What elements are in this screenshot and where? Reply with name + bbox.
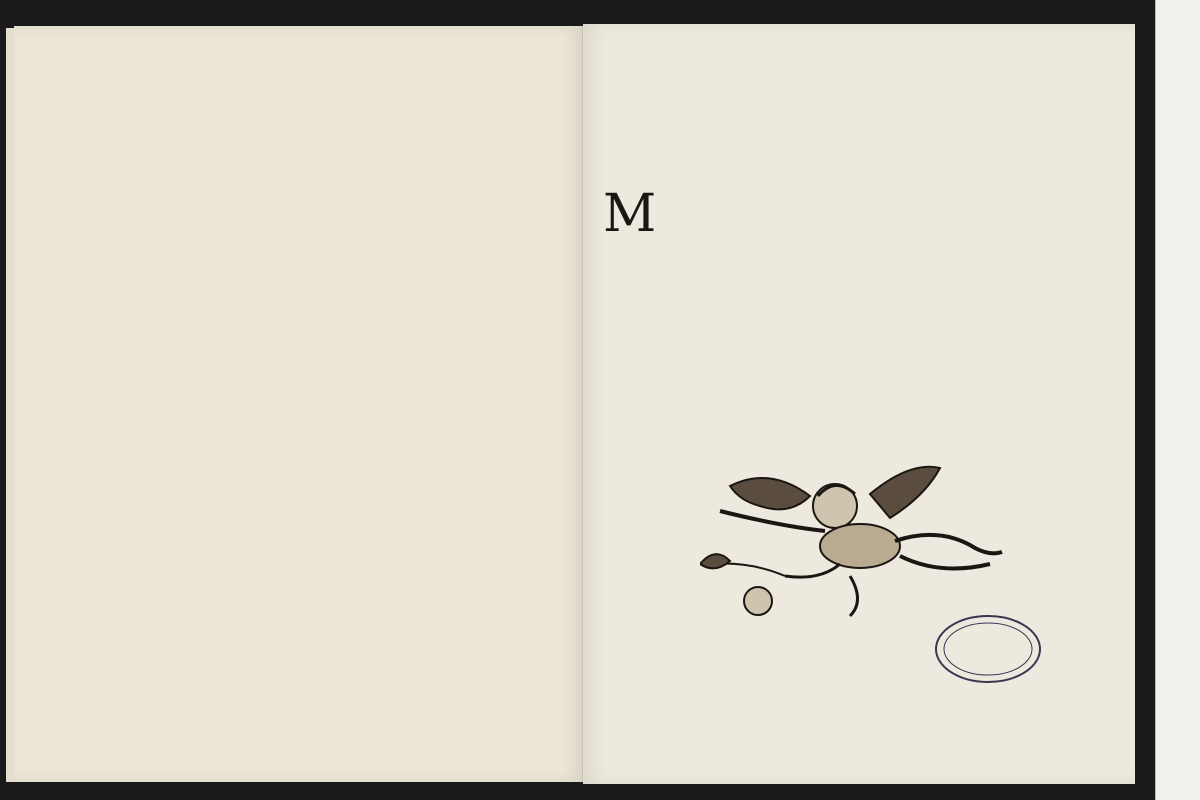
music-staff xyxy=(82,490,550,526)
music-staff xyxy=(82,324,550,360)
library-stamp xyxy=(932,612,1044,686)
right-page xyxy=(583,24,1135,784)
music-staff xyxy=(82,156,550,192)
index-entry xyxy=(646,190,1082,217)
music-staff xyxy=(82,62,550,98)
measuring-ruler xyxy=(1155,0,1200,800)
index-entry xyxy=(606,344,1086,371)
music-staff xyxy=(82,574,550,610)
drop-cap: M xyxy=(603,184,657,244)
music-staff xyxy=(82,240,550,276)
index-entry xyxy=(606,290,1086,317)
music-staff xyxy=(82,656,550,692)
music-staff xyxy=(82,408,550,444)
cherub-woodcut xyxy=(700,456,1010,626)
